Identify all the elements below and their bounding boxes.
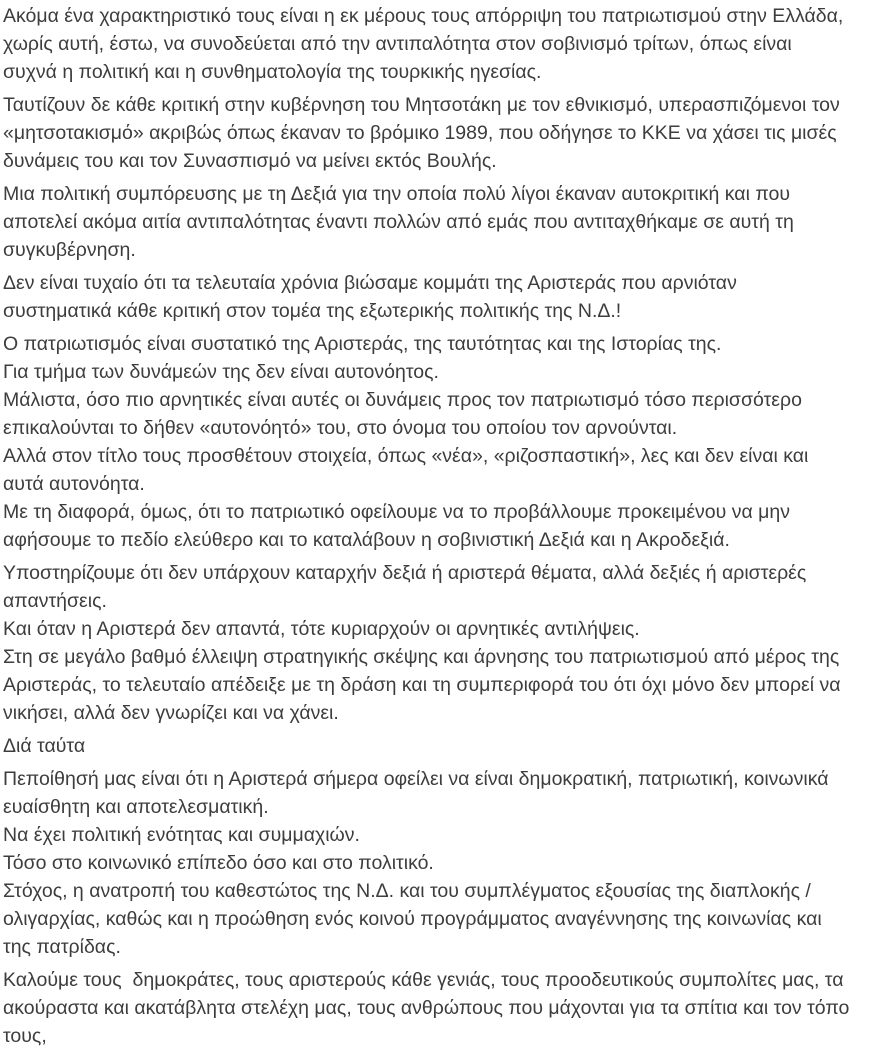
- text-line: Τόσο στο κοινωνικό επίπεδο όσο και στο πολιτικό.: [3, 852, 434, 874]
- text-line: Ο πατριωτισμός είναι συστατικό της Αριστεράς, της ταυτότητας και της Ιστορίας της.: [3, 333, 722, 355]
- text-line: Διά ταύτα: [3, 735, 86, 757]
- paragraph-kritiki-nd: [3, 269, 850, 325]
- text-line: Ταυτίζουν δε κάθε κριτική στην κυβέρνηση του Μητσοτάκη με τον εθνικισμό, υπερασπιζόμενοι τον «μητσοτακισμό» ακριβώς όπως έκαναν το βρόμικο 1989, που οδήγησε το ΚΚΕ να χάσει τις μισές δυνάμεις του και τον Συνασπισμό να μείνει εκτός Βουλής.: [3, 94, 846, 172]
- paragraph-symporefsi-dexia: [3, 180, 850, 264]
- text-line: Να έχει πολιτική ενότητας και συμμαχιών.: [3, 824, 360, 846]
- article-text: [3, 2, 855, 1050]
- text-line: Καλούμε τους δημοκράτες, τους αριστερούς κάθε γενιάς, τους προοδευτικούς συμπολίτες μας, τα ακούραστα και ακατάβλητα στελέχη μας, τους ανθρώπους που μάχονται για τα σπίτια και τον τόπο τους,: [3, 969, 855, 1047]
- paragraph-mitsotakismos-1989: [3, 91, 850, 175]
- paragraph-patriotism-rejection: [3, 2, 850, 86]
- text-line: Υποστηρίζουμε ότι δεν υπάρχουν καταρχήν δεξιά ή αριστερά θέματα, αλλά δεξιές ή αριστερές απαντήσεις.: [3, 562, 812, 612]
- paragraph-dia-tafta: [3, 732, 850, 760]
- text-line: Δεν είναι τυχαίο ότι τα τελευταία χρόνια βιώσαμε κομμάτι της Αριστεράς που αρνιόταν συστηματικά κάθε κριτική στον τομέα της εξωτερικής πολιτικής της Ν.Δ.!: [3, 272, 743, 322]
- text-line: Μάλιστα, όσο πιο αρνητικές είναι αυτές οι δυνάμεις προς τον πατριωτισμό τόσο περισσότερο επικαλούνται το δήθεν «αυτονόητό» του, στο όνομα του οποίου τον αρνούνται.: [3, 389, 808, 439]
- text-line: Αλλά στον τίτλο τους προσθέτουν στοιχεία, όπως «νέα», «ριζοσπαστική», λες και δεν είναι και αυτά αυτονόητα.: [3, 445, 814, 495]
- text-line: Ακόμα ένα χαρακτηριστικό τους είναι η εκ μέρους τους απόρριψη του πατριωτισμού στην Ελλάδα, χωρίς αυτή, έστω, να συνοδεύεται από την αντιπαλότητα στον σοβινισμό τρίτων, όπως είναι συχνά η πολιτική και η συνθηματολογία της τουρκικής ηγεσίας.: [3, 5, 849, 83]
- text-line: Στη σε μεγάλο βαθμό έλλειψη στρατηγικής σκέψης και άρνησης του πατριωτισμού από μέρος της Αριστεράς, το τελευταίο απέδειξε με τη δράση και τη συμπεριφορά του ότι όχι μόνο δεν μπορεί να νικήσει, αλλά δεν γνωρίζει και να χάνει.: [3, 646, 846, 724]
- paragraph-pepoithisi-block: [3, 765, 850, 961]
- text-line: Με τη διαφορά, όμως, ότι το πατριωτικό οφείλουμε να το προβάλλουμε προκειμένου να μην αφήσουμε το πεδίο ελεύθερο και το καταλάβουν η σοβινιστική Δεξιά και η Ακροδεξιά.: [3, 501, 796, 551]
- paragraph-patriotism-left-block: [3, 330, 850, 554]
- paragraph-left-right-answers-block: [3, 559, 850, 727]
- text-line: Για τμήμα των δυνάμεών της δεν είναι αυτονόητος.: [3, 361, 439, 383]
- text-line: Και όταν η Αριστερά δεν απαντά, τότε κυριαρχούν οι αρνητικές αντιλήψεις.: [3, 618, 640, 640]
- text-line: Μια πολιτική συμπόρευσης με τη Δεξιά για την οποία πολύ λίγοι έκαναν αυτοκριτική και που αποτελεί ακόμα αιτία αντιπαλότητας έναντι πολλών από εμάς που αντιταχθήκαμε σε αυτή τη συγκυβέρνηση.: [3, 183, 800, 261]
- paragraph-kaloume: [3, 966, 855, 1050]
- text-line: Στόχος, η ανατροπή του καθεστώτος της Ν.Δ. και του συμπλέγματος εξουσίας της διαπλοκής / ολιγαρχίας, καθώς και η προώθηση ενός κοινού προγράμματος αναγέννησης της κοινωνίας και της πατρίδας.: [3, 880, 828, 958]
- text-line: Πεποίθησή μας είναι ότι η Αριστερά σήμερα οφείλει να είναι δημοκρατική, πατριωτική, κοινωνικά ευαίσθητη και αποτελεσματική.: [3, 768, 834, 818]
